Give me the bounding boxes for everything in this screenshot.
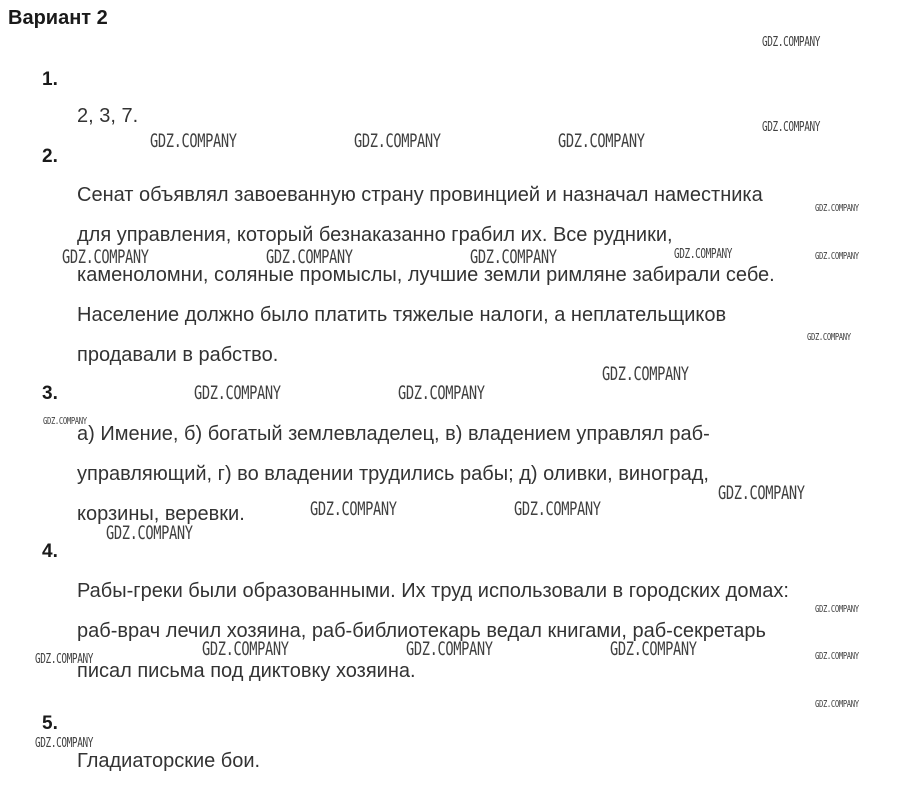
watermark: GDZ.COMPANY <box>43 416 87 427</box>
watermark: GDZ.COMPANY <box>718 482 805 504</box>
answer-line: Сенат объявлял завоеванную страну провинцией и назначал наместника <box>77 184 763 206</box>
watermark: GDZ.COMPANY <box>194 382 281 404</box>
answer-line: писал письма под диктовку хозяина. <box>77 660 416 682</box>
answer-line: продавали в рабство. <box>77 344 279 366</box>
answer-line: 2, 3, 7. <box>77 105 139 127</box>
watermark: GDZ.COMPANY <box>406 638 493 660</box>
watermark: GDZ.COMPANY <box>106 522 193 544</box>
watermark: GDZ.COMPANY <box>266 246 353 268</box>
watermark: GDZ.COMPANY <box>514 498 601 520</box>
watermark: GDZ.COMPANY <box>354 130 441 152</box>
watermark: GDZ.COMPANY <box>762 35 821 50</box>
item-answer-5 <box>77 741 897 781</box>
item-number-3: 3. <box>42 383 58 404</box>
answer-line: а) Имение, б) богатый землевладелец, в) владением управлял раб- <box>77 423 710 445</box>
watermark: GDZ.COMPANY <box>202 638 289 660</box>
watermark: GDZ.COMPANY <box>815 251 859 262</box>
answer-line: корзины, веревки. <box>77 503 245 525</box>
watermark: GDZ.COMPANY <box>62 246 149 268</box>
watermark: GDZ.COMPANY <box>310 498 397 520</box>
watermark: GDZ.COMPANY <box>398 382 485 404</box>
item-answer-4 <box>77 571 897 691</box>
answer-line: Гладиаторские бои. <box>77 750 261 772</box>
answer-line: управляющий, г) во владении трудились рабы; д) оливки, виноград, <box>77 463 709 485</box>
watermark: GDZ.COMPANY <box>815 203 859 214</box>
item-answer-3 <box>77 414 897 534</box>
answer-line: каменоломни, соляные промыслы, лучшие земли римляне забирали себе. <box>77 264 775 286</box>
watermark: GDZ.COMPANY <box>602 363 689 385</box>
item-answer-2 <box>77 175 897 375</box>
item-number-4: 4. <box>42 541 58 562</box>
watermark: GDZ.COMPANY <box>610 638 697 660</box>
watermark: GDZ.COMPANY <box>35 736 94 751</box>
watermark: GDZ.COMPANY <box>807 332 851 343</box>
answer-line: Население должно было платить тяжелые налоги, а неплательщиков <box>77 304 727 326</box>
watermark: GDZ.COMPANY <box>762 120 821 135</box>
item-number-1: 1. <box>42 69 58 90</box>
watermark: GDZ.COMPANY <box>470 246 557 268</box>
page-title: Вариант 2 <box>8 7 108 29</box>
item-number-5: 5. <box>42 713 58 734</box>
item-number-2: 2. <box>42 146 58 167</box>
watermark: GDZ.COMPANY <box>150 130 237 152</box>
watermark: GDZ.COMPANY <box>674 247 733 262</box>
watermark: GDZ.COMPANY <box>35 652 94 667</box>
watermark: GDZ.COMPANY <box>815 604 859 615</box>
watermark: GDZ.COMPANY <box>558 130 645 152</box>
answer-line: для управления, который безнаказанно грабил их. Все рудники, <box>77 224 673 246</box>
watermark: GDZ.COMPANY <box>815 651 859 662</box>
answer-line: Рабы-греки были образованными. Их труд использовали в городских домах: <box>77 580 789 602</box>
watermark: GDZ.COMPANY <box>815 699 859 710</box>
answer-line: раб-врач лечил хозяина, раб-библиотекарь ведал книгами, раб-секретарь <box>77 620 766 642</box>
